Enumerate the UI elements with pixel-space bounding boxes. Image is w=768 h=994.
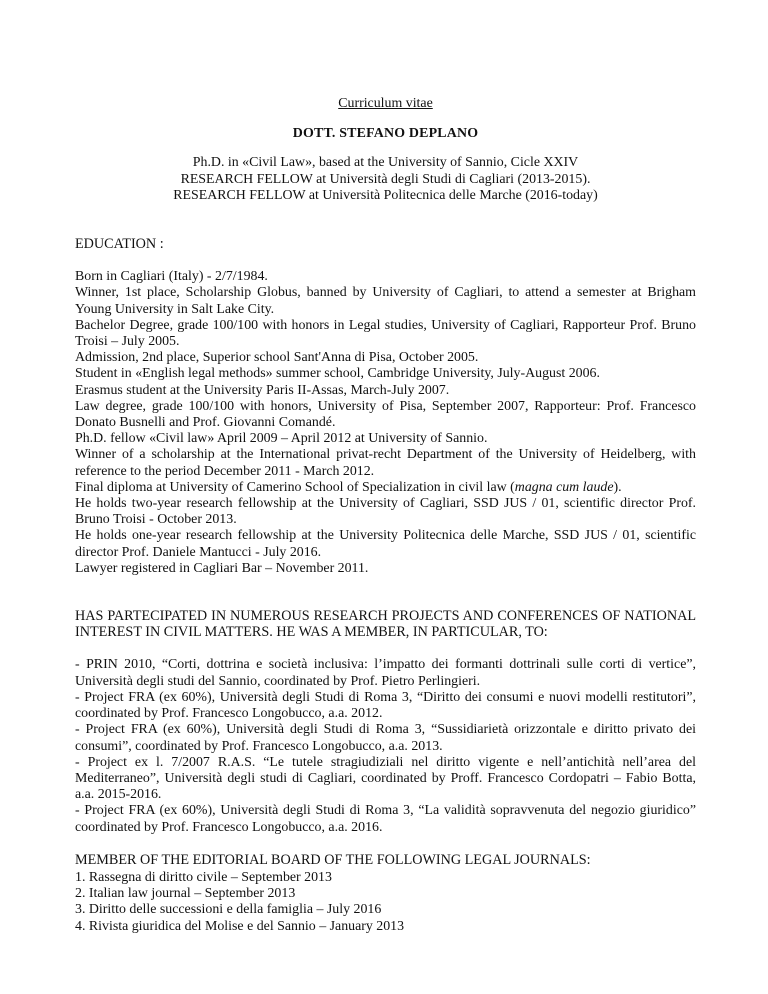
diploma-honor: magna cum laude [514, 479, 614, 495]
education-heading: EDUCATION : [75, 236, 164, 253]
education-item: Erasmus student at the University Paris II-Assas, March-July 2007. [75, 382, 450, 398]
journal-item: 4. Rivista giuridica del Molise e del Sannio – January 2013 [75, 918, 405, 934]
education-item: Bachelor Degree, grade 100/100 with honors in Legal studies, University of Cagliari, Rapporteur Prof. Bruno Troisi – July 2005. [75, 317, 696, 350]
editorial-list [75, 870, 696, 935]
research-item: - Project FRA (ex 60%), Università degli Studi di Roma 3, “La validità sopravvenuta del negozio giuridico” coordinated by Prof. Francesco Longobucco, a.a. 2016. [75, 803, 696, 835]
cv-document [75, 0, 696, 935]
subtitle-line: RESEARCH FELLOW at Università degli Studi di Cagliari (2013-2015). [180, 171, 591, 187]
journal-item: 1. Rassegna di diritto civile – September 2013 [75, 869, 332, 885]
document-title: Curriculum vitae [338, 96, 433, 111]
research-item: - Project FRA (ex 60%), Università degli Studi di Roma 3, “Sussidiarietà orizzontale e diritto privato dei consumi”, coordinated by Prof. Francesco Longobucco, a.a. 2013. [75, 722, 696, 754]
education-item: He holds one-year research fellowship at the University Politecnica delle Marche, SSD JUS / 01, scientific director Prof. Daniele Mantucci - July 2016. [75, 528, 696, 560]
education-item: Law degree, grade 100/100 with honors, University of Pisa, September 2007, Rapporteur: Prof. Francesco Donato Busnelli and Prof. Giovanni Comandé. [75, 398, 696, 431]
diploma-text: Final diploma at University of Camerino School of Specialization in civil law ( [75, 479, 515, 495]
education-item: Winner of a scholarship at the International privat-recht Department of the University of Heidelberg, with reference to the period December 2011 - March 2012. [75, 447, 696, 479]
education-item: Winner, 1st place, Scholarship Globus, banned by University of Cagliari, to attend a semester at Brigham Young University in Salt Lake City. [75, 285, 696, 317]
education-item: Ph.D. fellow «Civil law» April 2009 – April 2012 at University of Sannio. [75, 431, 488, 447]
subtitle-line: RESEARCH FELLOW at Università Politecnica delle Marche (2016-today) [173, 187, 598, 203]
research-item: - Project FRA (ex 60%), Università degli Studi di Roma 3, “Diritto dei consumi e nuovi modelli restitutori”, coordinated by Prof. Francesco Longobucco, a.a. 2012. [75, 689, 696, 722]
education-item: Admission, 2nd place, Superior school Sant'Anna di Pisa, October 2005. [75, 350, 479, 366]
research-heading: HAS PARTECIPATED IN NUMEROUS RESEARCH PROJECTS AND CONFERENCES OF NATIONAL INTEREST IN CIVIL MATTERS. HE WAS A MEMBER, IN PARTICULAR, TO: [75, 608, 696, 641]
research-item: - PRIN 2010, “Corti, dottrina e società inclusiva: l’impatto dei formanti dottrinali sulle corti di vertice”, Università degli studi del Sannio, coordinated by Prof. Pietro Perlingieri. [75, 657, 696, 689]
journal-item: 2. Italian law journal – September 2013 [75, 886, 296, 902]
education-item: Born in Cagliari (Italy) - 2/7/1984. [75, 269, 268, 285]
subtitle-line: Ph.D. in «Civil Law», based at the University of Sannio, Cicle XXIV [192, 155, 579, 171]
journal-item: 3. Diritto delle successioni e della famiglia – July 2016 [75, 902, 382, 918]
education-item: He holds two-year research fellowship at the University of Cagliari, SSD JUS / 01, scientific director Prof. Bruno Troisi - October 2013. [75, 496, 696, 528]
education-item: Student in «English legal methods» summer school, Cambridge University, July-August 2006. [75, 366, 600, 382]
diploma-end: ). [613, 479, 622, 495]
education-item: Lawyer registered in Cagliari Bar – November 2011. [75, 560, 369, 576]
editorial-heading: MEMBER OF THE EDITORIAL BOARD OF THE FOLLOWING LEGAL JOURNALS: [75, 851, 591, 868]
research-item: - Project ex l. 7/2007 R.A.S. “Le tutele stragiudiziali nel diritto vigente e nell’antichità nell’area del Mediterraneo”, Università degli studi di Cagliari, coordinated by Proff. Francesco Cordopatri – Fabio Botta, a.a. 2015-2016. [75, 754, 696, 803]
education-item-diploma [75, 480, 696, 496]
subtitle-block [75, 155, 696, 204]
education-list [75, 269, 696, 577]
person-name: DOTT. STEFANO DEPLANO [292, 126, 479, 142]
research-list [75, 657, 696, 835]
